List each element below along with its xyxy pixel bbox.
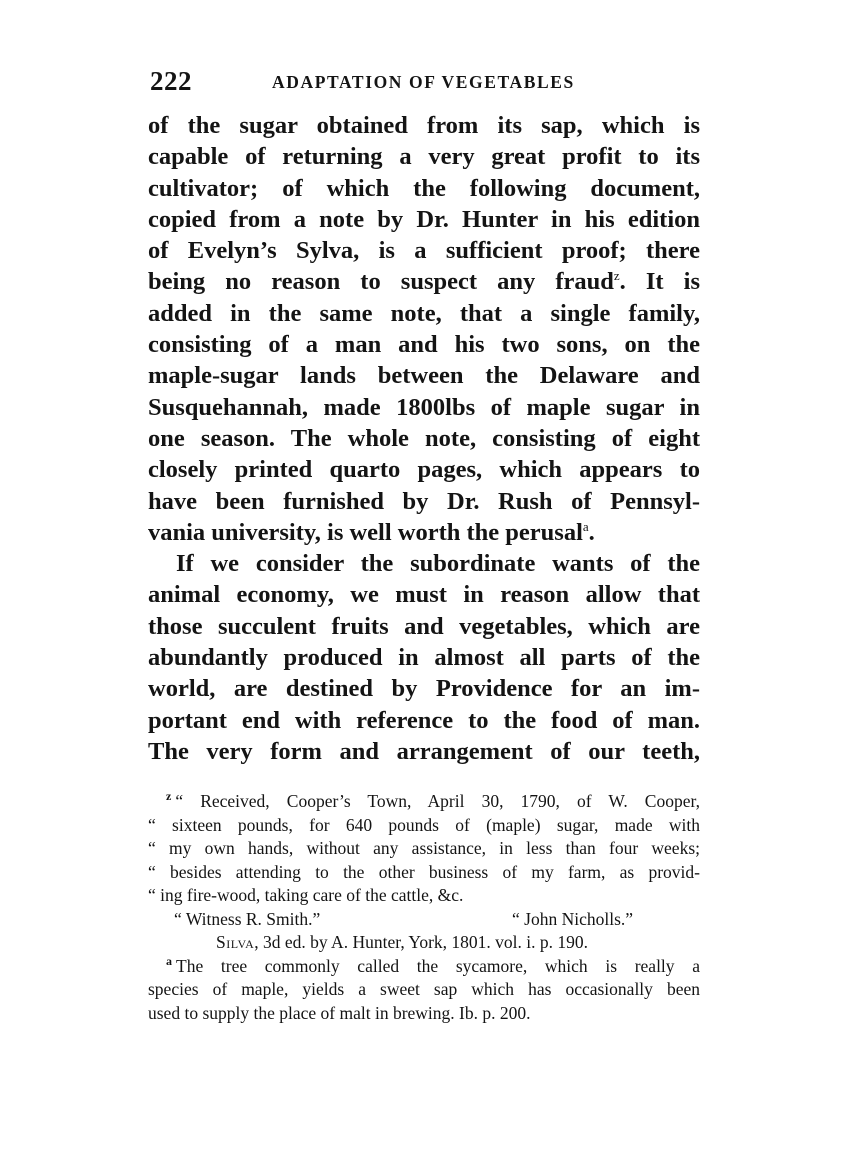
running-head: ADAPTATION OF VEGETABLES: [272, 72, 575, 92]
footnote-mark-a: a: [166, 953, 172, 968]
body-line: of Evelyn’s Sylva, is a sufficient proof; there: [148, 237, 700, 265]
body-line: Susquehannah, made 1800lbs of maple sugar in: [148, 393, 700, 421]
footnote-citation: [148, 931, 700, 955]
body-line: added in the same note, that a single family,: [148, 299, 700, 327]
body-line: of the sugar obtained from its sap, which is: [148, 112, 700, 139]
citation-details: , 3d ed. by A. Hunter, York, 1801. vol. i. p. 190.: [254, 932, 588, 952]
page-number: 222: [150, 66, 192, 96]
citation-title: Silva: [216, 932, 255, 952]
body-line-text: vania university, is well worth the perusal: [148, 518, 583, 546]
footnote-z-text: “ Received, Cooper’s Town, April 30, 1790, of W. Cooper,: [175, 791, 700, 811]
footnote-z-line: “ ing fire-wood, taking care of the cattle, &c.: [148, 885, 464, 905]
body-line-text: . It is: [619, 268, 700, 296]
footnote-z-line: “ sixteen pounds, for 640 pounds of (maple) sugar, made with: [148, 814, 700, 835]
footnote-mark-z: z: [166, 789, 172, 804]
body-line: maple-sugar lands between the Delaware and: [148, 362, 700, 390]
signer-name: “ John Nicholls.”: [512, 908, 634, 929]
footnote-ref-z: z: [613, 268, 620, 284]
body-line-text: being no reason to suspect any fraud: [148, 268, 614, 296]
body-line: have been furnished by Dr. Rush of Pennsyl-: [148, 487, 700, 515]
footnote-a-text: The tree commonly called the sycamore, which is really a: [176, 955, 700, 976]
footnote-a-line: [148, 955, 700, 979]
body-line: world, are destined by Providence for an im-: [148, 675, 700, 703]
footnote-z-line: “ my own hands, without any assistance, in less than four weeks;: [148, 838, 700, 858]
body-line: If we consider the subordinate wants of the: [176, 550, 700, 578]
body-line: capable of returning a very great profit to its: [148, 143, 700, 171]
body-line: copied from a note by Dr. Hunter in his edition: [148, 205, 700, 233]
body-line: consisting of a man and his two sons, on the: [148, 331, 700, 359]
footnote-ref-a: a: [582, 518, 589, 534]
footnotes: [148, 790, 700, 1025]
footnote-z-line: [148, 790, 700, 814]
footnote-witness-row: [148, 908, 700, 932]
body-line: cultivator; of which the following document,: [148, 174, 700, 202]
footnote-a-line: species of maple, yields a sweet sap which has occasionally been: [148, 979, 700, 999]
body-line: abundantly produced in almost all parts of the: [148, 644, 700, 672]
body-line: [148, 517, 700, 548]
footnote-a-line: used to supply the place of malt in brewing. Ib. p. 200.: [148, 1002, 531, 1023]
body-line: portant end with reference to the food of man.: [148, 706, 700, 734]
body-line: [148, 266, 700, 297]
body-line: one season. The whole note, consisting of eight: [148, 424, 700, 452]
body-line: those succulent fruits and vegetables, which are: [148, 612, 700, 640]
page-header: [150, 66, 700, 100]
footnote-z-line: “ besides attending to the other business of my farm, as provid-: [148, 861, 700, 882]
witness-name: “ Witness R. Smith.”: [174, 908, 321, 929]
body-line: animal economy, we must in reason allow that: [148, 581, 700, 609]
body-text: [148, 110, 700, 767]
body-line-text: .: [588, 518, 595, 546]
body-line: The very form and arrangement of our teeth,: [148, 737, 700, 765]
body-line: closely printed quarto pages, which appears to: [148, 456, 700, 484]
